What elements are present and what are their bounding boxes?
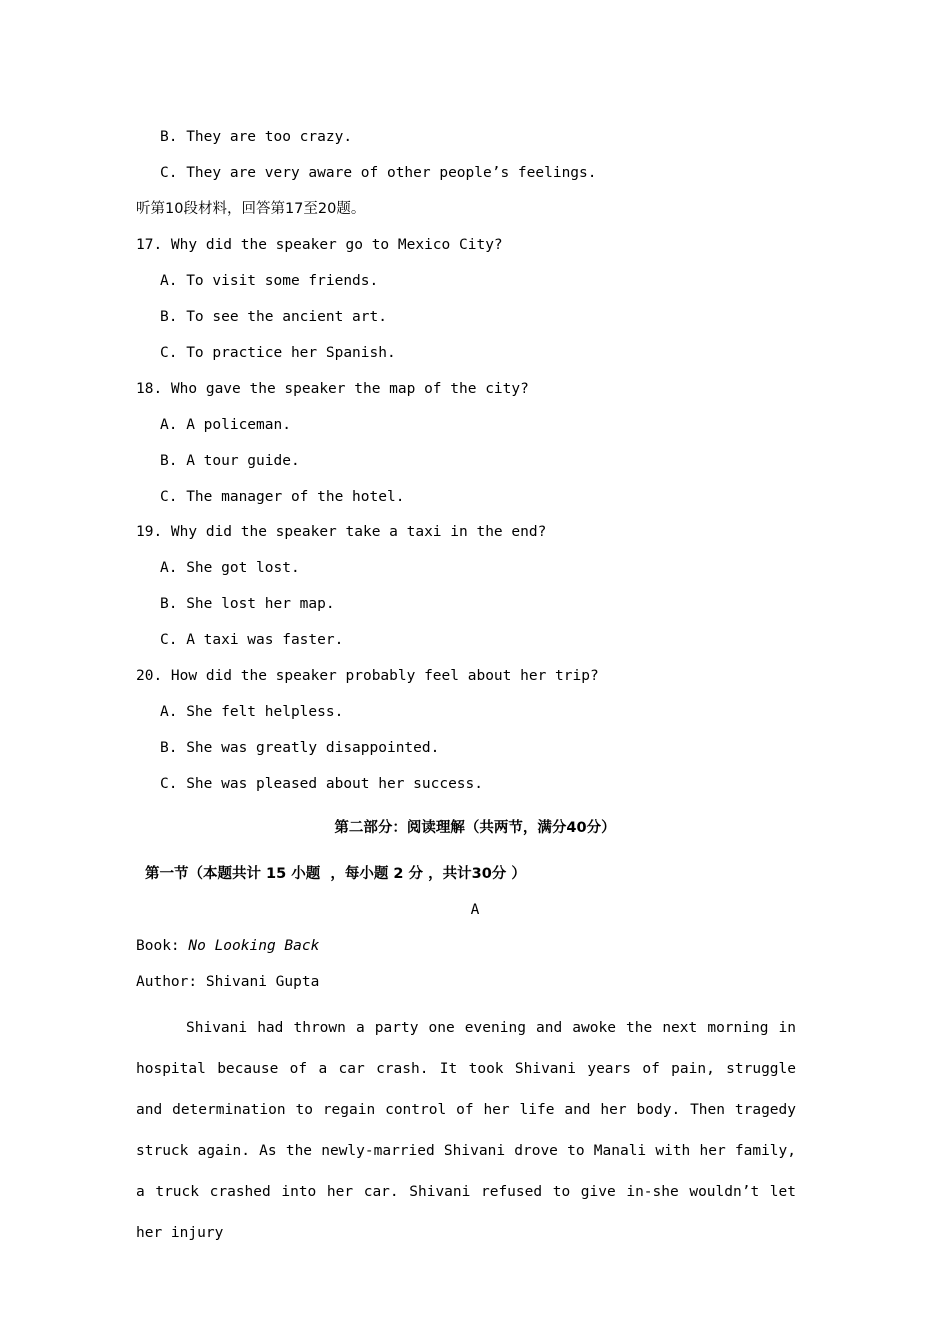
question-20-option-c: C. She was pleased about her success. bbox=[160, 776, 484, 792]
question-17-option-a: A. To visit some friends. bbox=[160, 273, 379, 289]
question-17-option-b: B. To see the ancient art. bbox=[160, 309, 387, 325]
question-17-stem: 17. Why did the speaker go to Mexico City? bbox=[136, 237, 503, 253]
part-two-title: 第二部分：阅读理解（共两节，满分40分） bbox=[334, 820, 616, 836]
question-18-stem: 18. Who gave the speaker the map of the city? bbox=[136, 381, 529, 397]
q16-option-b: B. They are too crazy. bbox=[160, 129, 353, 145]
listening-instruction: 听第10段材料，回答第17至20题。 bbox=[136, 201, 366, 217]
question-17-option-c: C. To practice her Spanish. bbox=[160, 345, 396, 361]
question-18-option-c: C. The manager of the hotel. bbox=[160, 489, 405, 505]
question-18-option-b: B. A tour guide. bbox=[160, 453, 300, 469]
book-title: No Looking Back bbox=[188, 938, 320, 954]
passage-letter: A bbox=[470, 902, 480, 918]
question-18-option-a: A. A policeman. bbox=[160, 417, 291, 433]
question-20-option-a: A. She felt helpless. bbox=[160, 704, 344, 720]
question-19-option-b: B. She lost her map. bbox=[160, 596, 335, 612]
section-one-title: 第一节（本题共计 15 小题 ，每小题 2 分 ，共计30分 ） bbox=[145, 866, 526, 882]
book-line bbox=[136, 937, 319, 955]
book-label: Book: bbox=[136, 938, 189, 954]
q16-option-c: C. They are very aware of other people’s feelings. bbox=[160, 165, 597, 181]
question-20-option-b: B. She was greatly disappointed. bbox=[160, 740, 440, 756]
question-19-option-a: A. She got lost. bbox=[160, 560, 300, 576]
question-19-option-c: C. A taxi was faster. bbox=[160, 632, 344, 648]
question-19-stem: 19. Why did the speaker take a taxi in the end? bbox=[136, 524, 547, 540]
author-line: Author: Shivani Gupta bbox=[136, 974, 320, 990]
passage-paragraph: Shivani had thrown a party one evening and awoke the next morning in hospital because of a car crash. It took Shivani years of pain, struggle and determination to regain control of her life and her body. Then tragedy struck again. As the newly-married Shivani drove to Manali with her family, a truck crashed into her car. Shivani refused to give in-she wouldn’t let her injury bbox=[136, 1020, 796, 1241]
question-20-stem: 20. How did the speaker probably feel about her trip? bbox=[136, 668, 599, 684]
